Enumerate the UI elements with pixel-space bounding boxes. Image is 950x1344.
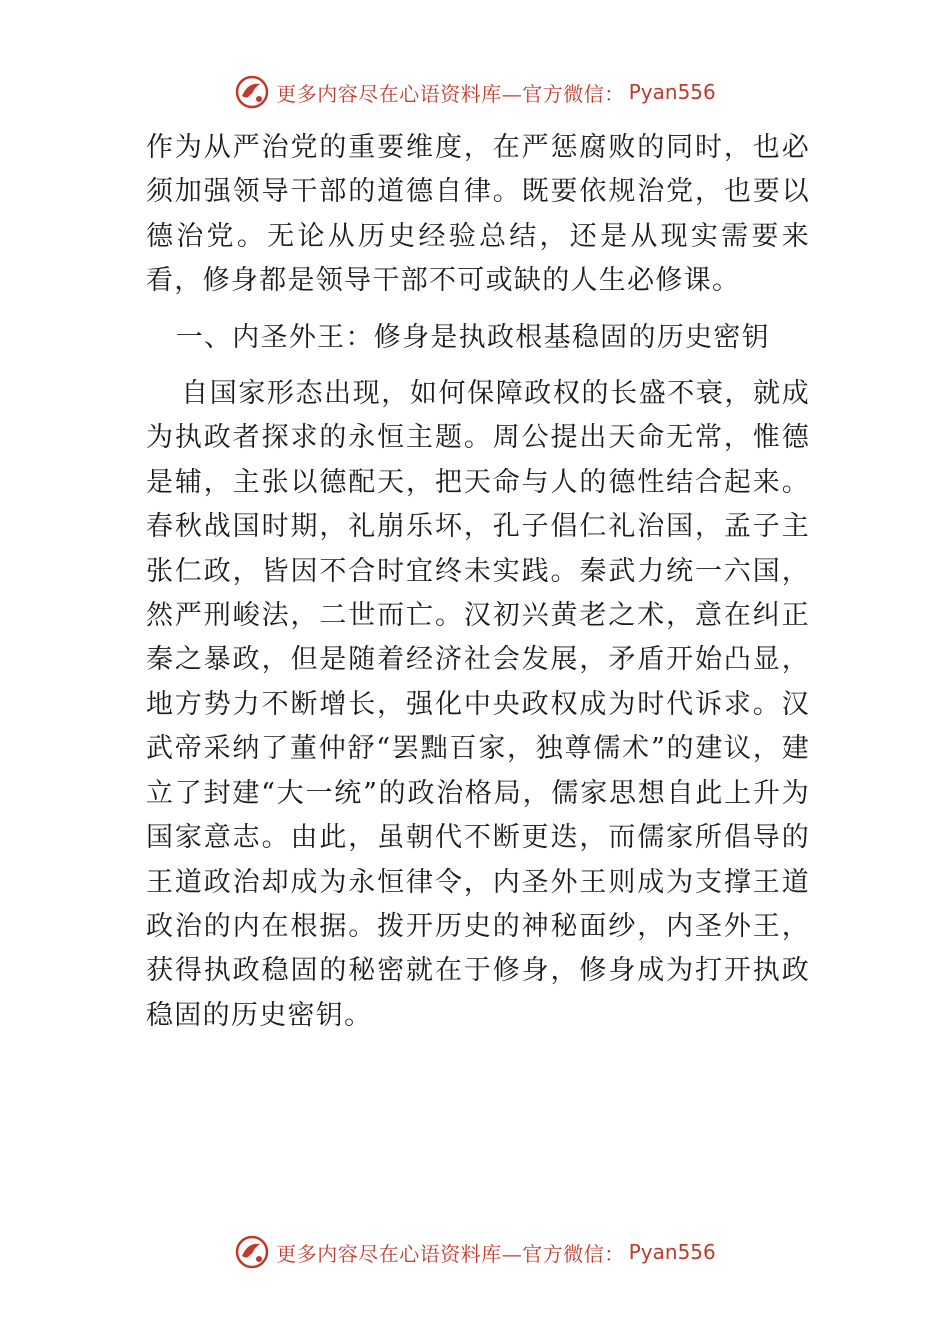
- document-body: [146, 126, 810, 1038]
- paragraph-1: 作为从严治党的重要维度，在严惩腐败的同时，也必须加强领导干部的道德自律。既要依规治党，也要以德治党。无论从历史经验总结，还是从现实需要来看，修身都是领导干部不可或缺的人生必修课。: [146, 132, 810, 297]
- library-logo-icon: [234, 74, 270, 110]
- library-logo-icon: [234, 1234, 270, 1270]
- section-heading: 一、内圣外王：修身是执政根基稳固的历史密钥: [175, 321, 770, 353]
- header-wechat-id: Pyan556: [628, 80, 716, 104]
- header-banner: [0, 72, 950, 112]
- header-banner-text: 更多内容尽在心语资料库—官方微信：: [276, 81, 625, 106]
- footer-banner-text: 更多内容尽在心语资料库—官方微信：: [276, 1241, 625, 1266]
- paragraph-2: 自国家形态出现，如何保障政权的长盛不衰，就成为执政者探求的永恒主题。周公提出天命无常，惟德是辅，主张以德配天，把天命与人的德性结合起来。春秋战国时期，礼崩乐坏，孔子倡仁礼治国，孟子主张仁政，皆因不合时宜终未实践。秦武力统一六国，然严刑峻法，二世而亡。汉初兴黄老之术，意在纠正秦之暴政，但是随着经济社会发展，矛盾开始凸显，地方势力不断增长，强化中央政权成为时代诉求。汉武帝采纳了董仲舒“罢黜百家，独尊儒术”的建议，建立了封建“大一统”的政治格局，儒家思想自此上升为国家意志。由此，虽朝代不断更迭，而儒家所倡导的王道政治却成为永恒律令，内圣外王则成为支撑王道政治的内在根据。拨开历史的神秘面纱，内圣外王，获得执政稳固的秘密就在于修身，修身成为打开执政稳固的历史密钥。: [146, 378, 810, 1031]
- footer-banner: [0, 1232, 950, 1272]
- footer-wechat-id: Pyan556: [628, 1240, 716, 1264]
